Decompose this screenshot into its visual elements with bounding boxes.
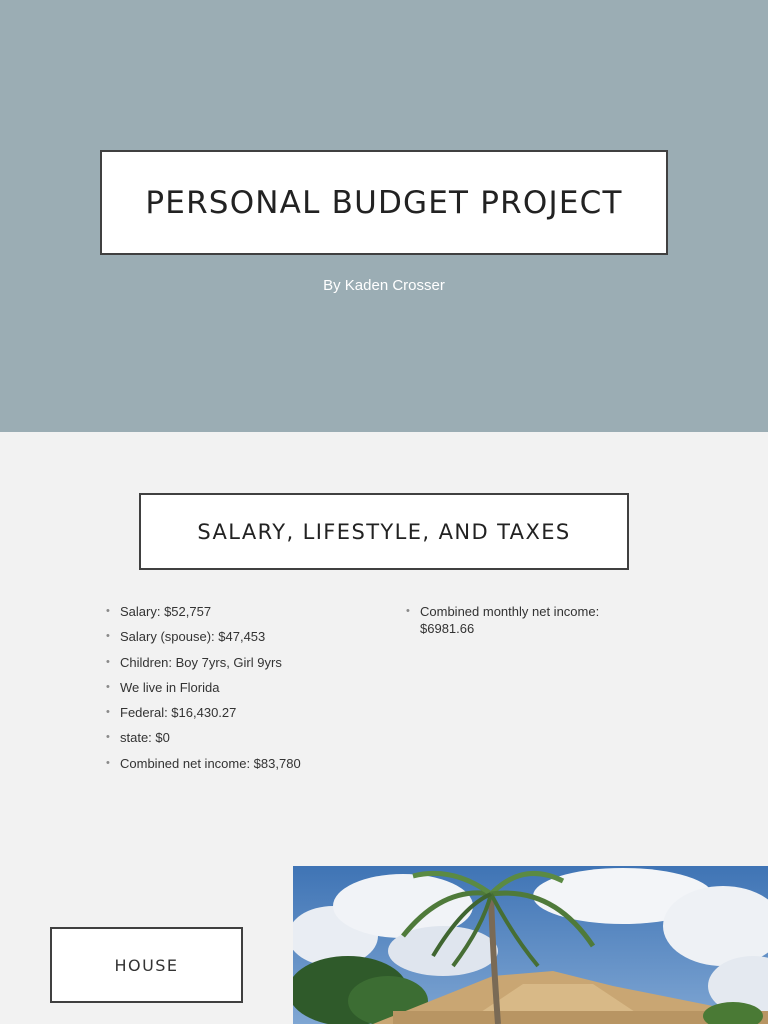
presentation-title: PERSONAL BUDGET PROJECT bbox=[145, 184, 623, 221]
author-subtitle: By Kaden Crosser bbox=[323, 277, 445, 294]
salary-slide bbox=[0, 432, 768, 866]
bullet-location: • We live in Florida bbox=[106, 679, 376, 696]
left-bullet-list bbox=[106, 603, 376, 780]
house-photo bbox=[293, 866, 768, 1024]
bullet-net-income: • Combined net income: $83,780 bbox=[106, 755, 376, 772]
salary-heading-box bbox=[139, 493, 629, 570]
right-bullet-list bbox=[406, 603, 626, 645]
salary-heading: SALARY, LIFESTYLE, AND TAXES bbox=[197, 519, 571, 544]
bullet-salary: • Salary: $52,757 bbox=[106, 603, 376, 620]
house-heading-box bbox=[50, 927, 243, 1003]
house-heading: HOUSE bbox=[114, 955, 179, 975]
bullet-monthly-net-income: • Combined monthly net income: $6981.66 bbox=[406, 603, 626, 637]
title-slide bbox=[0, 0, 768, 432]
bullet-state-tax: • state: $0 bbox=[106, 729, 376, 746]
bullet-federal-tax: • Federal: $16,430.27 bbox=[106, 704, 376, 721]
title-box bbox=[100, 150, 668, 255]
bullet-children: • Children: Boy 7yrs, Girl 9yrs bbox=[106, 654, 376, 671]
bullet-salary-spouse: • Salary (spouse): $47,453 bbox=[106, 628, 376, 645]
house-slide bbox=[0, 866, 768, 1024]
